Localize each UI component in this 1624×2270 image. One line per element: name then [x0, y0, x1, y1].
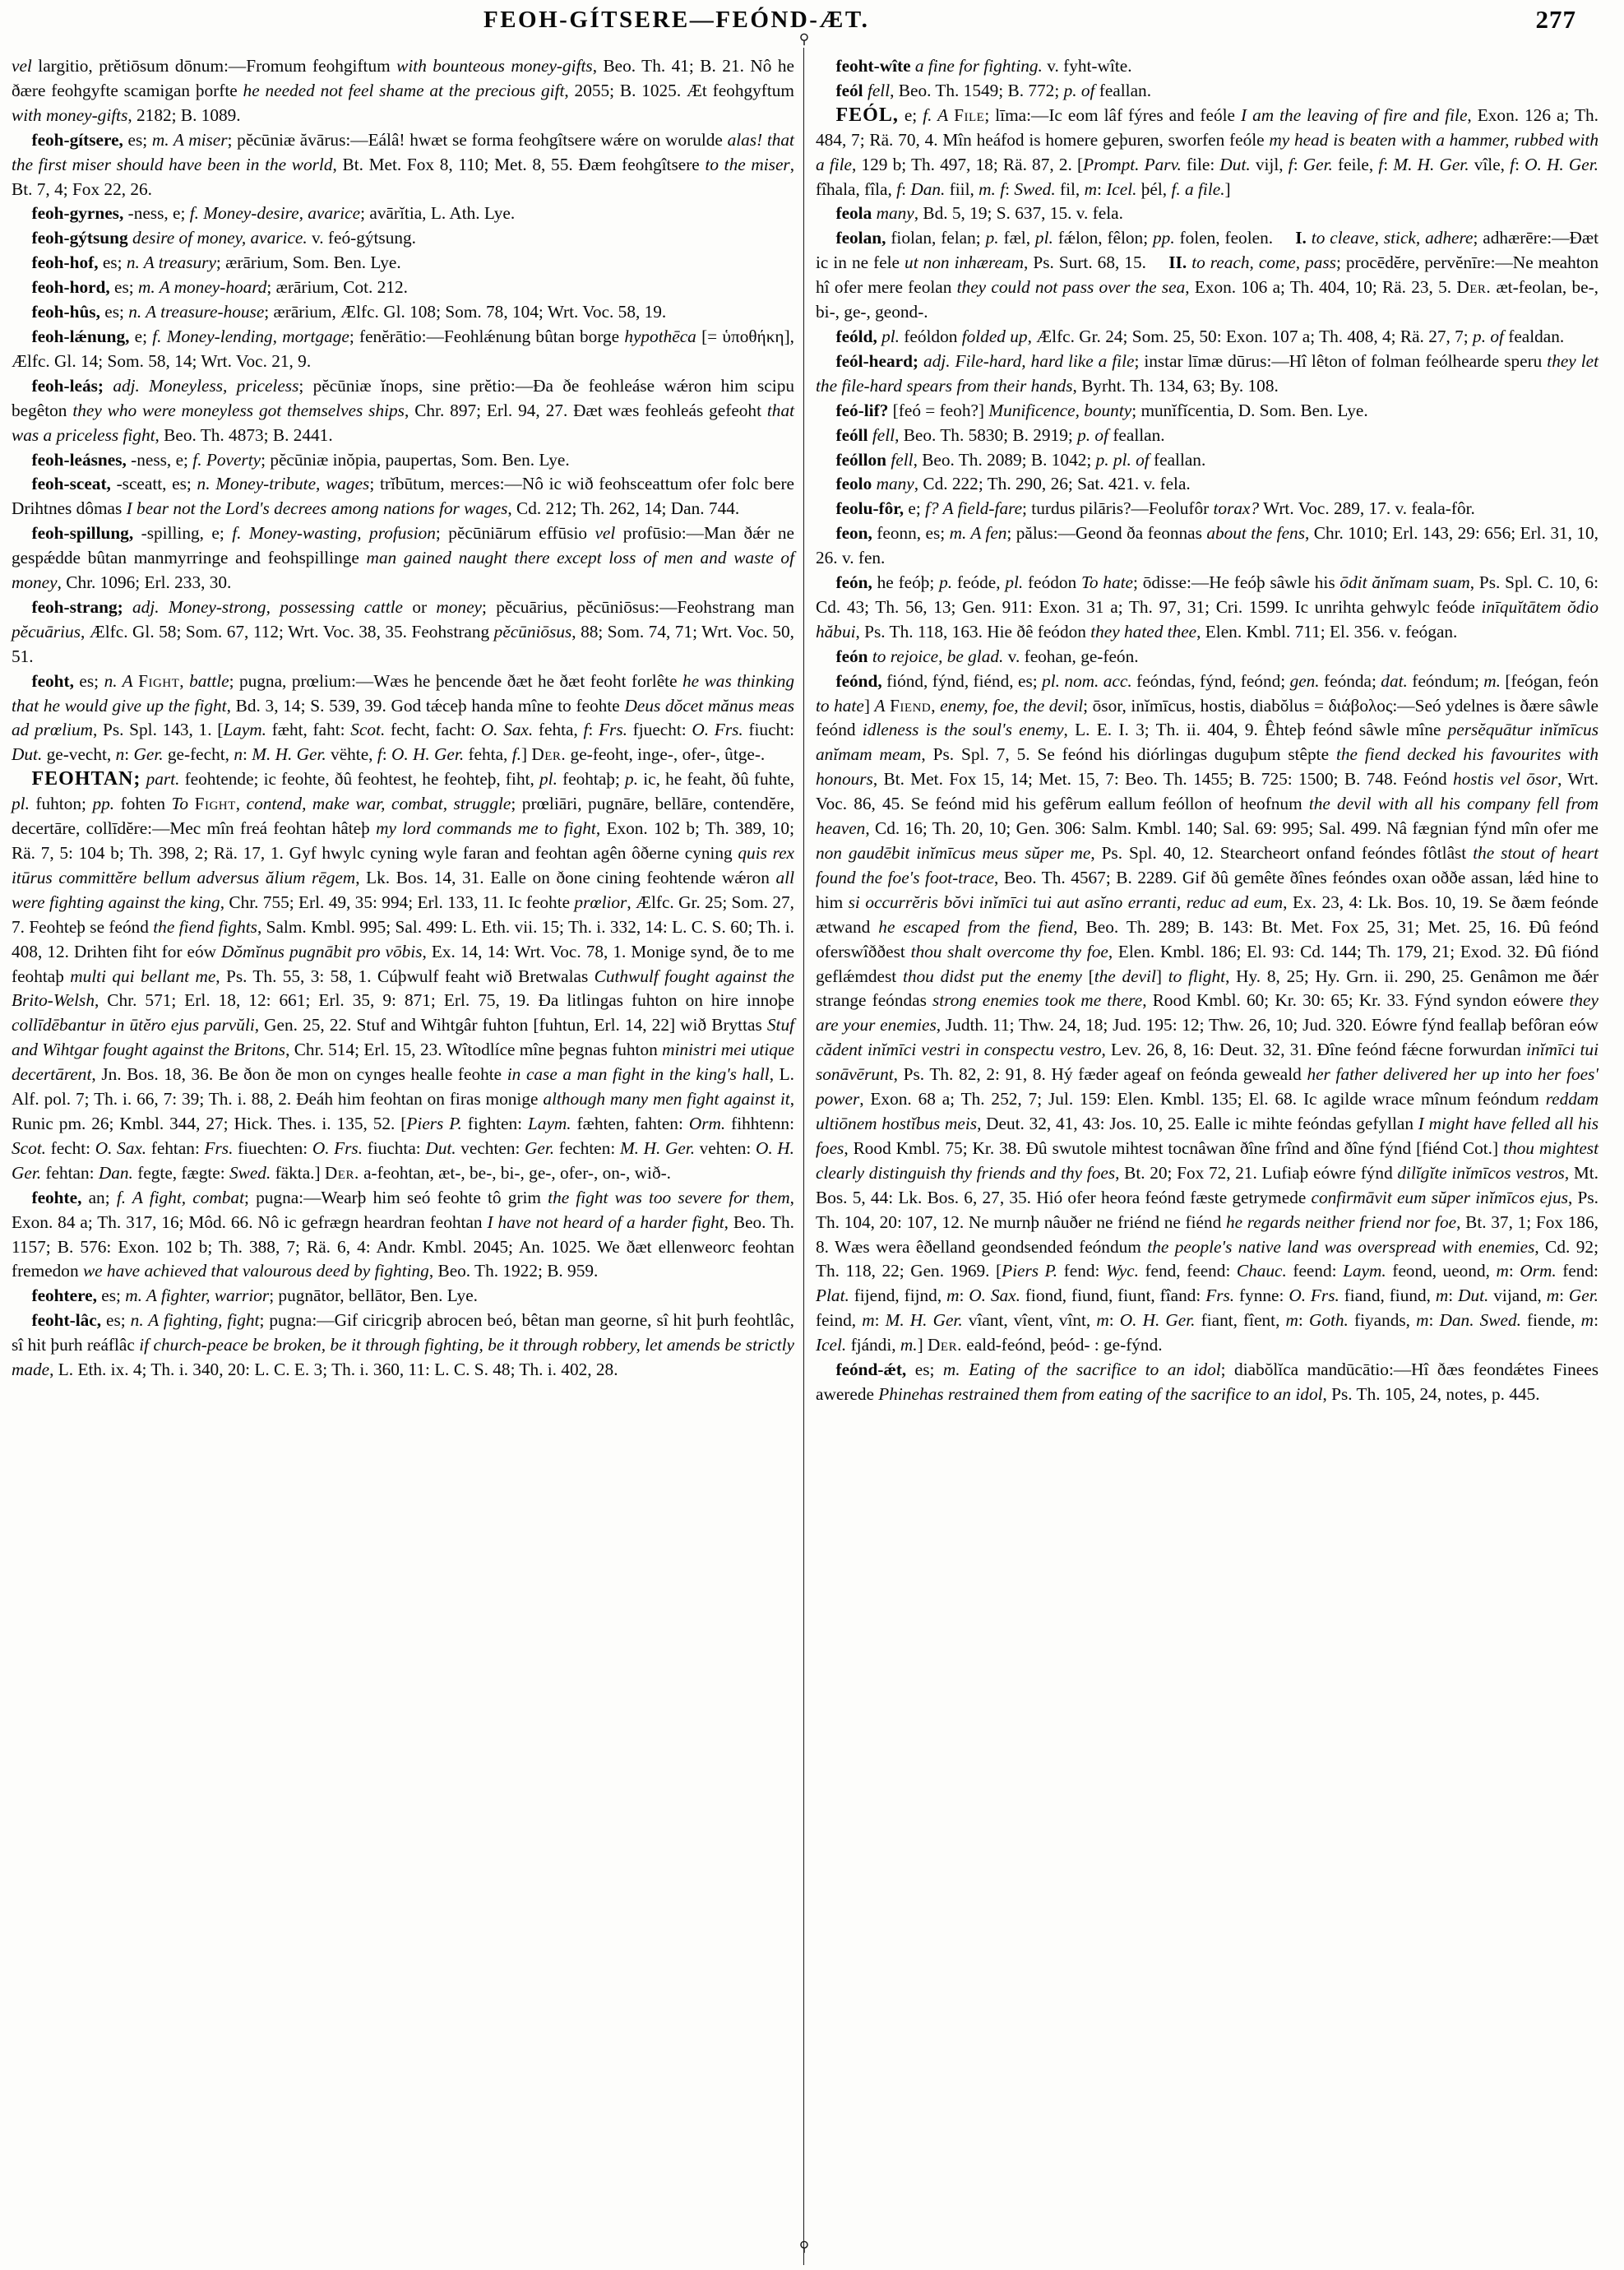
- dictionary-entry: feola many, Bd. 5, 19; S. 637, 15. v. fela.: [835, 203, 1123, 224]
- dictionary-entry: feoh-spillung, -spilling, e; f. Money-wasting, profusion; pĕcūniārum effūsio vel profūsio:—Man ðǽr ne gespǽdde bûtan manmyrringe and feohspillinge man gained naught there except loss of men and waste of money, Chr. 1096; Erl. 233, 30.: [12, 523, 794, 593]
- dictionary-entry: feól-heard; adj. File-hard, hard like a file; instar līmæ dūrus:—Hî lêton of folman feólhearde speru they let the file-hard spears from their hands, Byrht. Th. 134, 63; By. 108.: [816, 350, 1599, 396]
- dictionary-entry: feohte, an; f. A fight, combat; pugna:—Wearþ him seó feohte tô grim the fight was too severe for them, Exon. 84 a; Th. 317, 16; Môd. 66. Nô ic gefrægn heardran feohtan I have not heard of a harder fight, Beo. Th. 1157; B. 576: Exon. 102 b; Th. 388, 7; Rä. 6, 4: Andr. Kmbl. 2045; An. 1025. We ðæt ellenweorc feohtan fremedon we have achieved that valourous deed by fighting, Beo. Th. 1922; B. 959.: [12, 1187, 794, 1281]
- dictionary-entry: feolan, fiolan, felan; p. fæl, pl. fǽlon, fêlon; pp. folen, feolen. I. to cleave, stick, adhere; adhærēre:—Ðæt ic in ne fele ut non inhæream, Ps. Surt. 68, 15. II. to reach, come, pass; procēdĕre, pervĕnīre:—Ne meahton hî ofer mere feolan they could not pass over the sea, Exon. 106 a; Th. 404, 10; Rä. 23, 5. Der. æt-feolan, be-, bi-, ge-, geond-.: [816, 228, 1599, 322]
- dictionary-entry: feoh-leásnes, -ness, e; f. Poverty; pĕcūniæ inŏpia, paupertas, Som. Ben. Lye.: [31, 449, 570, 470]
- dictionary-entry: feoh-gyrnes, -ness, e; f. Money-desire, avarice; avārĭtia, L. Ath. Lye.: [31, 203, 516, 224]
- dictionary-entry: feohtere, es; m. A fighter, warrior; pugnātor, bellātor, Ben. Lye.: [31, 1286, 478, 1306]
- dictionary-entry: feoh-hûs, es; n. A treasure-house; ærārium, Ælfc. Gl. 108; Som. 78, 104; Wrt. Voc. 58, 19.: [31, 302, 667, 322]
- dictionary-entry: feoht, es; n. A Fight, battle; pugna, prœlium:—Wæs he þencende ðæt he ðæt feoht forlête he was thinking that he would give up the fight, Bd. 3, 14; S. 539, 39. God tǽceþ handa mîne to feohte Deus dŏcet mănus meas ad prœlium, Ps. Spl. 143, 1. [Laym. fæht, faht: Scot. fecht, facht: O. Sax. fehta, f: Frs. fjuecht: O. Frs. fiucht: Dut. ge-vecht, n: Ger. ge-fecht, n: M. H. Ger. vëhte, f: O. H. Ger. fehta, f.] Der. ge-feoht, inge-, ofer-, ûtge-.: [12, 670, 795, 765]
- dictionary-entry: feó-lif? [feó = feoh?] Munificence, bounty; munĭfĭcentia, D. Som. Ben. Lye.: [835, 400, 1368, 420]
- dictionary-entry: feóllon fell, Beo. Th. 2089; B. 1042; p. pl. of feallan.: [835, 449, 1206, 470]
- dictionary-entry: feoh-sceat, -sceatt, es; n. Money-tribute, wages; trĭbūtum, merces:—Nô ic wið feohsceattum ofer folc bere Drihtnes dômas I bear not the Lord's decrees among nations for wages, Cd. 212; Th. 262, 14; Dan. 744.: [12, 474, 795, 519]
- dictionary-entry: feón, he feóþ; p. feóde, pl. feódon To hate; ōdisse:—He feóþ sâwle his ōdit ănĭmam suam, Ps. Spl. C. 10, 6: Cd. 43; Th. 56, 13; Gen. 911: Exon. 31 a; Th. 97, 31; Cri. 1599. Ic unrihta gehwylc feóde inīquĭtātem ŏdio hăbui, Ps. Th. 118, 163. Hie ðê feódon they hated thee, Elen. Kmbl. 711; El. 356. v. feógan.: [816, 572, 1599, 642]
- dictionary-entry: FEOHTAN; part. feohtende; ic feohte, ðû feohtest, he feohteþ, fiht, pl. feohtaþ; p. ic, he feaht, ðû fuhte, pl. fuhton; pp. fohten To Fight, contend, make war, combat, struggle; prœliāri, pugnāre, bellāre, contendĕre, decertāre, collīdĕre:—Mec mîn freá feohtan hâteþ my lord commands me to fight, Exon. 102 b; Th. 389, 10; Rä. 7, 5: 104 b; Th. 398, 2; Rä. 17, 1. Gyf hwylc cyning wyle faran and feohtan agên ôðerne cyning quis rex itūrus committĕre bellum adversus ălium rēgem, Lk. Bos. 14, 31. Ealle on ðone cining feohtende wǽron all were fighting against the king, Chr. 755; Erl. 49, 35: 994; Erl. 133, 11. Ic feohte prœlior, Ælfc. Gr. 25; Som. 27, 7. Feohteþ se feónd the fiend fights, Salm. Kmbl. 995; Sal. 499: L. Eth. vii. 15; Th. i. 332, 14: L. C. S. 60; Th. i. 408, 12. Drihten fiht for eów Dŏmĭnus pugnābit pro vōbis, Ex. 14, 14: Wrt. Voc. 78, 1. Monige synd, ðe to me feohtaþ multi qui bellant me, Ps. Th. 55, 3: 58, 1. Cúþwulf feaht wið Bretwalas Cuthwulf fought against the Brito-Welsh, Chr. 571; Erl. 18, 12: 661; Erl. 35, 9: 871; Erl. 75, 19. Ða litlingas fuhton on hire innoþe collīdēbantur in ūtĕro ejus parvŭli, Gen. 25, 22. Stuf and Wihtgâr fuhton [fuhtun, Erl. 14, 22] wið Bryttas Stuf and Wihtgar fought against the Britons, Chr. 514; Erl. 15, 23. Wîtodlíce mîne þegnas fuhton ministri mei utique decertārent, Jn. Bos. 18, 36. Be ðon ðe mon on cynges healle feohte in case a man fight in the king's hall, L. Alf. pol. 7; Th. i. 66, 7: 39; Th. i. 88, 2. Ðeáh him feohtan on firas monige although many men fight against it, Runic pm. 26; Kmbl. 344, 27; Hick. Thes. i. 135, 52. [Piers P. fighten: Laym. fæhten, fahten: Orm. fihhtenn: Scot. fecht: O. Sax. fehtan: Frs. fiuechten: O. Frs. fiuchta: Dut. vechten: Ger. fechten: M. H. Ger. vehten: O. H. Ger. fehtan: Dan. fegte, fægte: Swed. fäkta.] Der. a-feohtan, æt-, be-, bi-, ge-, ofer-, on-, wið-.: [12, 768, 795, 1183]
- column-divider: [803, 48, 804, 2265]
- page-title: FEOH-GÍTSERE—FEÓND-ÆT.: [483, 7, 870, 33]
- right-column: [816, 54, 1599, 1407]
- dictionary-entry: feoh-lǽnung, e; f. Money-lending, mortgage; fenĕrātio:—Feohlǽnung bûtan borge hypothēca [= ὑποθήκη], Ælfc. Gl. 14; Som. 58, 14; Wrt. Voc. 21, 9.: [12, 326, 794, 371]
- left-column: [12, 54, 794, 1383]
- dictionary-entry: feoh-hord, es; m. A money-hoard; ærārium, Cot. 212.: [31, 277, 408, 298]
- dictionary-entry: FEÓL, e; f. A File; līma:—Ic eom lâf fýres and feóle I am the leaving of fire and file, Exon. 126 a; Th. 484, 7; Rä. 70, 4. Mîn heáfod is homere geþuren, sworfen feóle my head is beaten with a hammer, rubbed with a file, 129 b; Th. 497, 18; Rä. 87, 2. [Prompt. Parv. file: Dut. vijl, f: Ger. feile, f: M. H. Ger. vîle, f: O. H. Ger. fîhala, fîla, f: Dan. fiil, m. f: Swed. fil, m: Icel. þél, f. a file.]: [816, 104, 1599, 199]
- dictionary-entry: feóll fell, Beo. Th. 5830; B. 2919; p. of feallan.: [835, 424, 1165, 445]
- dictionary-entry: feolo many, Cd. 222; Th. 290, 26; Sat. 421. v. fela.: [835, 474, 1191, 494]
- dictionary-entry: feoh-leás; adj. Moneyless, priceless; pĕcūniæ ĭnops, sine prĕtio:—Ða ðe feohleáse wǽron him scipu begêton they who were moneyless got themselves ships, Chr. 897; Erl. 94, 27. Ðæt wæs feohleás gefeoht that was a priceless fight, Beo. Th. 4873; B. 2441.: [12, 375, 795, 445]
- dictionary-entry: feoh-strang; adj. Money-strong, possessing cattle or money; pĕcuārius, pĕcūniōsus:—Feohstrang man pĕcuārius, Ælfc. Gl. 58; Som. 67, 112; Wrt. Voc. 38, 35. Feohstrang pĕcūniōsus, 88; Som. 74, 71; Wrt. Voc. 50, 51.: [12, 596, 795, 666]
- printers-ornament-icon: ⚲: [798, 2239, 810, 2255]
- dictionary-entry: feon, feonn, es; m. A fen; pălus:—Geond ða feonnas about the fens, Chr. 1010; Erl. 143, 29: 656; Erl. 31, 10, 26. v. fen.: [816, 523, 1599, 568]
- dictionary-entry: feoh-hof, es; n. A treasury; ærārium, Som. Ben. Lye.: [31, 252, 401, 273]
- dictionary-entry: feóld, pl. feóldon folded up, Ælfc. Gr. 24; Som. 25, 50: Exon. 107 a; Th. 408, 4; Rä. 27, 7; p. of fealdan.: [835, 326, 1565, 346]
- page-number: 277: [1535, 5, 1576, 34]
- dictionary-entry: feónd-ǽt, es; m. Eating of the sacrifice to an idol; diabŏlĭca mandūcātio:—Hî ðæs feondǽtes Finees awerede Phinehas restrained them from eating of the sacrifice to an idol, Ps. Th. 105, 24, notes, p. 445.: [816, 1360, 1599, 1404]
- dictionary-entry: feoh-gítsere, es; m. A miser; pĕcūniæ ăvārus:—Eálâ! hwæt se forma feohgîtsere wǽre on worulde alas! that the first miser should have been in the world, Bt. Met. Fox 8, 110; Met. 8, 55. Ðæm feohgîtsere to the miser, Bt. 7, 4; Fox 22, 26.: [12, 129, 795, 199]
- running-head: [0, 5, 1624, 48]
- dictionary-entry: feoh-gýtsung desire of money, avarice. v. feó-gýtsung.: [31, 228, 416, 248]
- dictionary-entry: feón to rejoice, be glad. v. feohan, ge-feón.: [835, 646, 1139, 666]
- printers-ornament-icon: ⚲: [798, 31, 810, 48]
- dictionary-entry: feónd, fiónd, fýnd, fiénd, es; pl. nom. acc. feóndas, fýnd, feónd; gen. feónda; dat. feóndum; m. [feógan, feón to hate] A Fiend, enemy, foe, the devil; ōsor, inĭmīcus, hostis, diabŏlus = διάβολος:—Seó ydelnes is ðære sâwle feónd idleness is the soul's enemy, L. E. I. 3; Th. ii. 404, 9. Êhteþ feónd sâwle mîne persĕquātur inĭmīcus anĭmam meam, Ps. Spl. 7, 5. Se feónd his diórlingas duguþum stêpte the fiend decked his favourites with honours, Bt. Met. Fox 15, 14; Met. 15, 7: Beo. Th. 1455; B. 725: 1500; B. 748. Feónd hostis vel ōsor, Wrt. Voc. 86, 45. Se feónd mid his gefêrum eallum feóllon of heofnum the devil with all his company fell from heaven, Cd. 16; Th. 20, 10; Gen. 306: Salm. Kmbl. 140; Sal. 69: 995; Sal. 499. Nâ fægnian fýnd mîn ofer me non gaudēbit inĭmīcus meus sŭper me, Ps. Spl. 40, 12. Stearcheort onfand feóndes fôtlâst the stout of heart found the foe's foot-trace, Beo. Th. 4567; B. 2289. Gif ðû gemête ðînes feóndes oxan oððe assan, lǽd hine to him si occurrĕris bŏvi inĭmīci tui aut asĭno erranti, reduc ad eum, Ex. 23, 4: Lk. Bos. 10, 19. Se ðæm feónde ætwand he escaped from the fiend, Beo. Th. 289; B. 143: Bt. Met. Fox 25, 31; Met. 25, 16. Ðû feónd oferswîððest thou shalt overcome thy foe, Elen. Kmbl. 186; El. 93: Cd. 144; Th. 179, 21; Exod. 32. Ðû fiónd geflǽmdest thou didst put the enemy [the devil] to flight, Hy. 8, 25; Hy. Grn. ii. 290, 25. Genâmon me ðǽr strange feóndas strong enemies took me there, Rood Kmbl. 60; Kr. 30: 65; Kr. 33. Fýnd syndon eówere they are your enemies, Judth. 11; Thw. 24, 18; Jud. 195: 12; Thw. 26, 10; Jud. 320. Eówre fýnd feallaþ befôran eów cădent inĭmīci vestri in conspectu vestro, Lev. 26, 8, 16: Deut. 32, 31. Ðîne feónd fǽcne forwurdan inĭmīci tui sonāvērunt, Ps. Th. 82, 2: 91, 8. Hý fæder ageaf on feónda geweald her father delivered her up into her foes' power, Exon. 68 a; Th. 252, 7; Jul. 159: Elen. Kmbl. 135; El. 68. Ic agilde wrace mînum feóndum reddam ultiōnem hostĭbus meis, Deut. 32, 41, 43: Jos. 10, 25. Ealle ic mihte feóndas gefyllan I might have felled all his foes, Rood Kmbl. 75; Kr. 38. Ðû swutole mihtest tocnâwan ðîne frînd and ðîne fýnd [fiénd Cot.] thou mightest clearly distinguish thy friends and thy foes, Bt. 20; Fox 72, 21. Lufiaþ eówre fýnd dilĭgĭte inĭmīcos vestros, Mt. Bos. 5, 44: Lk. Bos. 6, 27, 35. Hió ofer heora feónd fæste getrymede confirmāvit eum sŭper inĭmīcos ejus, Ps. Th. 104, 20: 107, 12. Ne murnþ nâuðer ne friénd ne fiénd he regards neither friend nor foe, Bt. 37, 1; Fox 186, 8. Wæs wera êðelland geondsended feóndum the people's native land was overspread with enemies, Cd. 92; Th. 118, 22; Gen. 1969. [Piers P. fend: Wyc. fend, feend: Chauc. feend: Laym. feond, ueond, m: Orm. fend: Plat. fijend, fijnd, m: O. Sax. fiond, fiund, fiunt, fîand: Frs. fynne: O. Frs. fiand, fiund, m: Dut. vijand, m: Ger. feind, m: M. H. Ger. vîant, vîent, vînt, m: O. H. Ger. fiant, fîent, m: Goth. fiyands, m: Dan. Swed. fiende, m: Icel. fjándi, m.] Der. eald-feónd, þeód- : ge-fýnd.: [816, 670, 1599, 1355]
- dictionary-entry: feoht-lâc, es; n. A fighting, fight; pugna:—Gif ciricgriþ abrocen beó, bêtan man georne, sî hit þurh feohtlâc, sî hit þurh reáflâc if church-peace be broken, be it through fighting, be it through robbery, let amends be strictly made, L. Eth. ix. 4; Th. i. 340, 20: L. C. E. 3; Th. i. 360, 11: L. C. S. 48; Th. i. 402, 28.: [12, 1310, 794, 1380]
- dictionary-entry: feól fell, Beo. Th. 1549; B. 772; p. of feallan.: [835, 80, 1152, 100]
- dictionary-entry: feoht-wîte a fine for fighting. v. fyht-wîte.: [835, 56, 1132, 76]
- dictionary-entry: feolu-fôr, e; f? A field-fare; turdus pilāris?—Feolufôr torax? Wrt. Voc. 289, 17. v. feala-fôr.: [835, 498, 1475, 519]
- dictionary-entry: vel largitio, prĕtiōsum dōnum:—Fromum feohgiftum with bounteous money-gifts, Beo. Th. 41; B. 21. Nô he ðære feohgyfte scamigan þorfte he needed not feel shame at the precious gift, 2055; B. 1025. Æt feohgyftum with money-gifts, 2182; B. 1089.: [12, 56, 794, 125]
